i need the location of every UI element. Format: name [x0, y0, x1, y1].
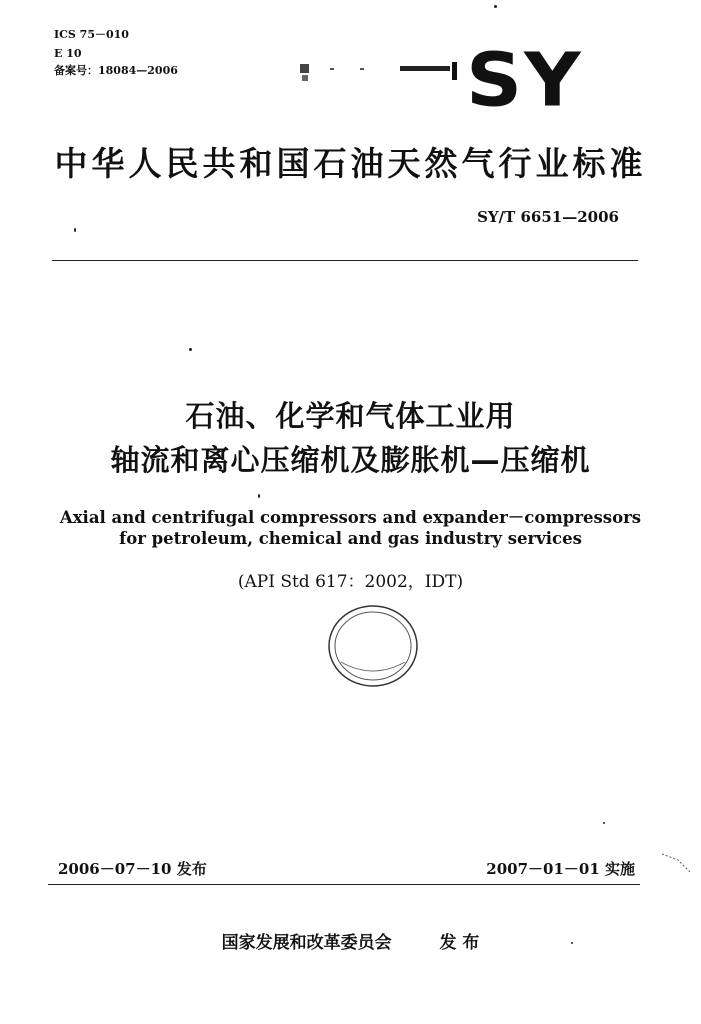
scan-speck: [189, 348, 192, 351]
library-seal-stamp: [327, 604, 419, 688]
title-en-line2: for petroleum, chemical and gas industry services: [119, 529, 582, 548]
sy-logo: SY: [466, 38, 583, 124]
issuer-name: 国家发展和改革委员会: [221, 933, 392, 953]
scan-smudge-decoration: [300, 62, 460, 82]
scan-speck: [603, 822, 605, 824]
effective-date: 2007－01－01 实施: [486, 860, 635, 878]
standard-number: SY/T 6651—2006: [477, 208, 619, 226]
title-en-line1: Axial and centrifugal compressors and expander－compressors: [59, 508, 642, 527]
scan-scratch-decoration: [660, 850, 696, 880]
issuer-action: 发 布: [439, 933, 480, 953]
issuer-line: [0, 928, 701, 953]
scan-speck: [494, 5, 497, 8]
header-rule: [52, 260, 638, 261]
title-cn-line2: 轴流和离心压缩机及膨胀机—压缩机: [110, 443, 591, 477]
footer-rule: [48, 884, 640, 885]
scan-speck: [571, 942, 573, 944]
title-cn-line1: 石油、化学和气体工业用: [185, 399, 516, 433]
record-number: 备案号：18084—2006: [54, 64, 178, 77]
scan-speck: [74, 228, 76, 232]
scan-speck: [258, 494, 260, 498]
equivalence-note: (API Std 617：2002，IDT): [237, 572, 464, 592]
classification-code: E 10: [54, 47, 82, 60]
header-title: 中华人民共和国石油天然气行业标准: [54, 144, 647, 183]
ics-code: ICS 75－010: [54, 28, 129, 41]
issue-date: 2006－07－10 发布: [58, 860, 207, 878]
